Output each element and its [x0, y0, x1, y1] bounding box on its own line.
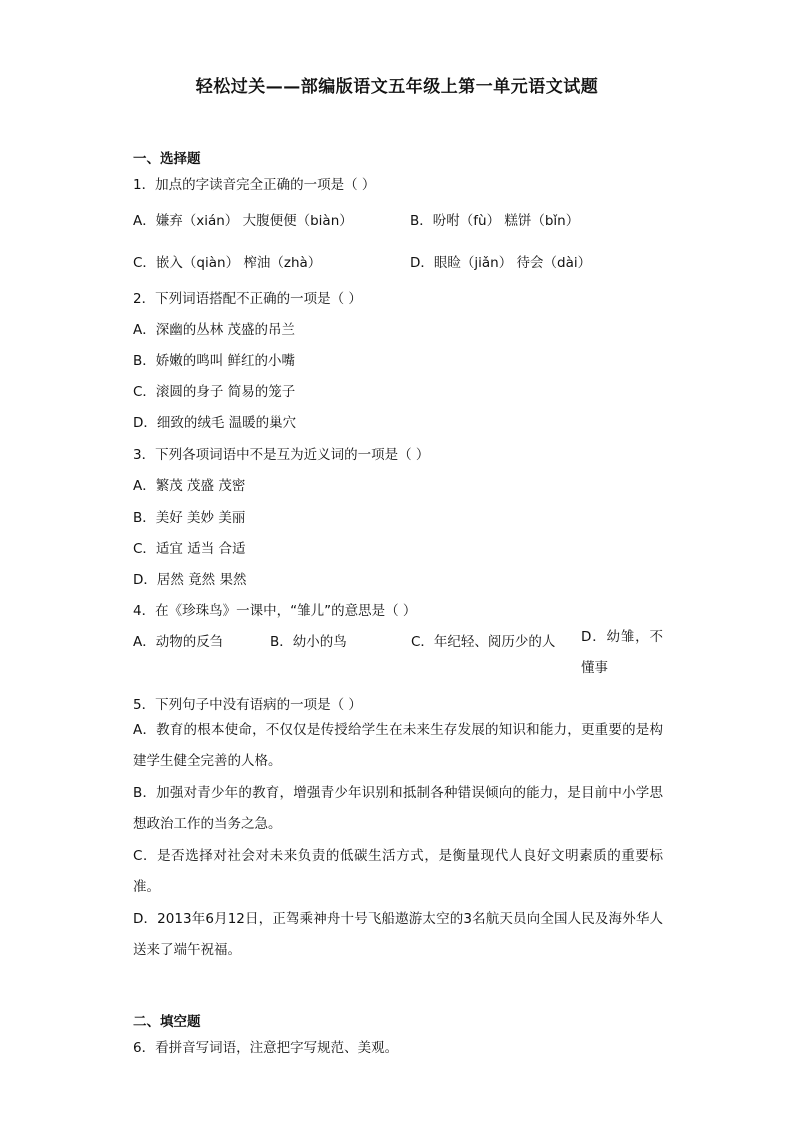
question-4-option-d: D．幼雏，不懂事: [581, 629, 663, 676]
question-5-option-d: D．2013年6月12日，正驾乘神舟十号飞船遨游太空的3名航天员向全国人民及海外华人送来了端午祝福。: [133, 911, 663, 958]
section-heading-fill: 二、填空题: [133, 1014, 201, 1030]
question-4-option-b: B．幼小的鸟: [270, 634, 347, 650]
question-3-option-c: C．适宜 适当 合适: [133, 541, 246, 557]
question-4-option-a: A．动物的反刍: [133, 634, 224, 650]
question-5-option-c: C．是否选择对社会对未来负责的低碳生活方式，是衡量现代人良好文明素质的重要标准。: [133, 848, 663, 895]
question-4-stem: 4．在《珍珠鸟》一课中，“雏儿”的意思是（ ）: [133, 603, 417, 619]
question-2-option-c: C．滚圆的身子 简易的笼子: [133, 384, 296, 400]
question-3-option-d: D．居然 竟然 果然: [133, 572, 247, 588]
question-5-stem: 5．下列句子中没有语病的一项是（ ）: [133, 697, 362, 713]
question-1-stem: 1．加点的字读音完全正确的一项是（ ）: [133, 177, 376, 193]
question-3-option-a: A．繁茂 茂盛 茂密: [133, 478, 246, 494]
question-3-stem: 3．下列各项词语中不是互为近义词的一项是（ ）: [133, 447, 430, 463]
question-1-option-a: A．嫌弃（xián） 大腹便便（biàn）: [133, 213, 353, 229]
question-5-option-a: A．教育的根本使命，不仅仅是传授给学生在未来生存发展的知识和能力，更重要的是构建学生健全完善的人格。: [133, 722, 663, 769]
question-5-option-b: B．加强对青少年的教育，增强青少年识别和抵制各种错误倾向的能力，是目前中小学思想政治工作的当务之急。: [133, 785, 663, 832]
question-1-option-b: B．吩咐（fù） 糕饼（bǐn）: [410, 213, 580, 229]
question-2-option-a: A．深幽的丛林 茂盛的吊兰: [133, 322, 296, 338]
page-title: 轻松过关——部编版语文五年级上第一单元语文试题: [195, 77, 599, 97]
question-1-option-c: C．嵌入（qiàn） 榨油（zhà）: [133, 255, 322, 271]
question-2-option-b: B．娇嫩的鸣叫 鲜红的小嘴: [133, 353, 296, 369]
question-6-stem: 6．看拼音写词语，注意把字写规范、美观。: [133, 1040, 399, 1056]
question-4-option-c: C．年纪轻、阅历少的人: [411, 634, 556, 650]
question-3-option-b: B．美好 美妙 美丽: [133, 510, 246, 526]
question-2-option-d: D．细致的绒毛 温暖的巢穴: [133, 415, 297, 431]
question-1-option-d: D．眼睑（jiǎn） 待会（dài）: [410, 255, 592, 271]
section-heading-choice: 一、选择题: [133, 151, 201, 167]
question-2-stem: 2．下列词语搭配不正确的一项是（ ）: [133, 291, 362, 307]
